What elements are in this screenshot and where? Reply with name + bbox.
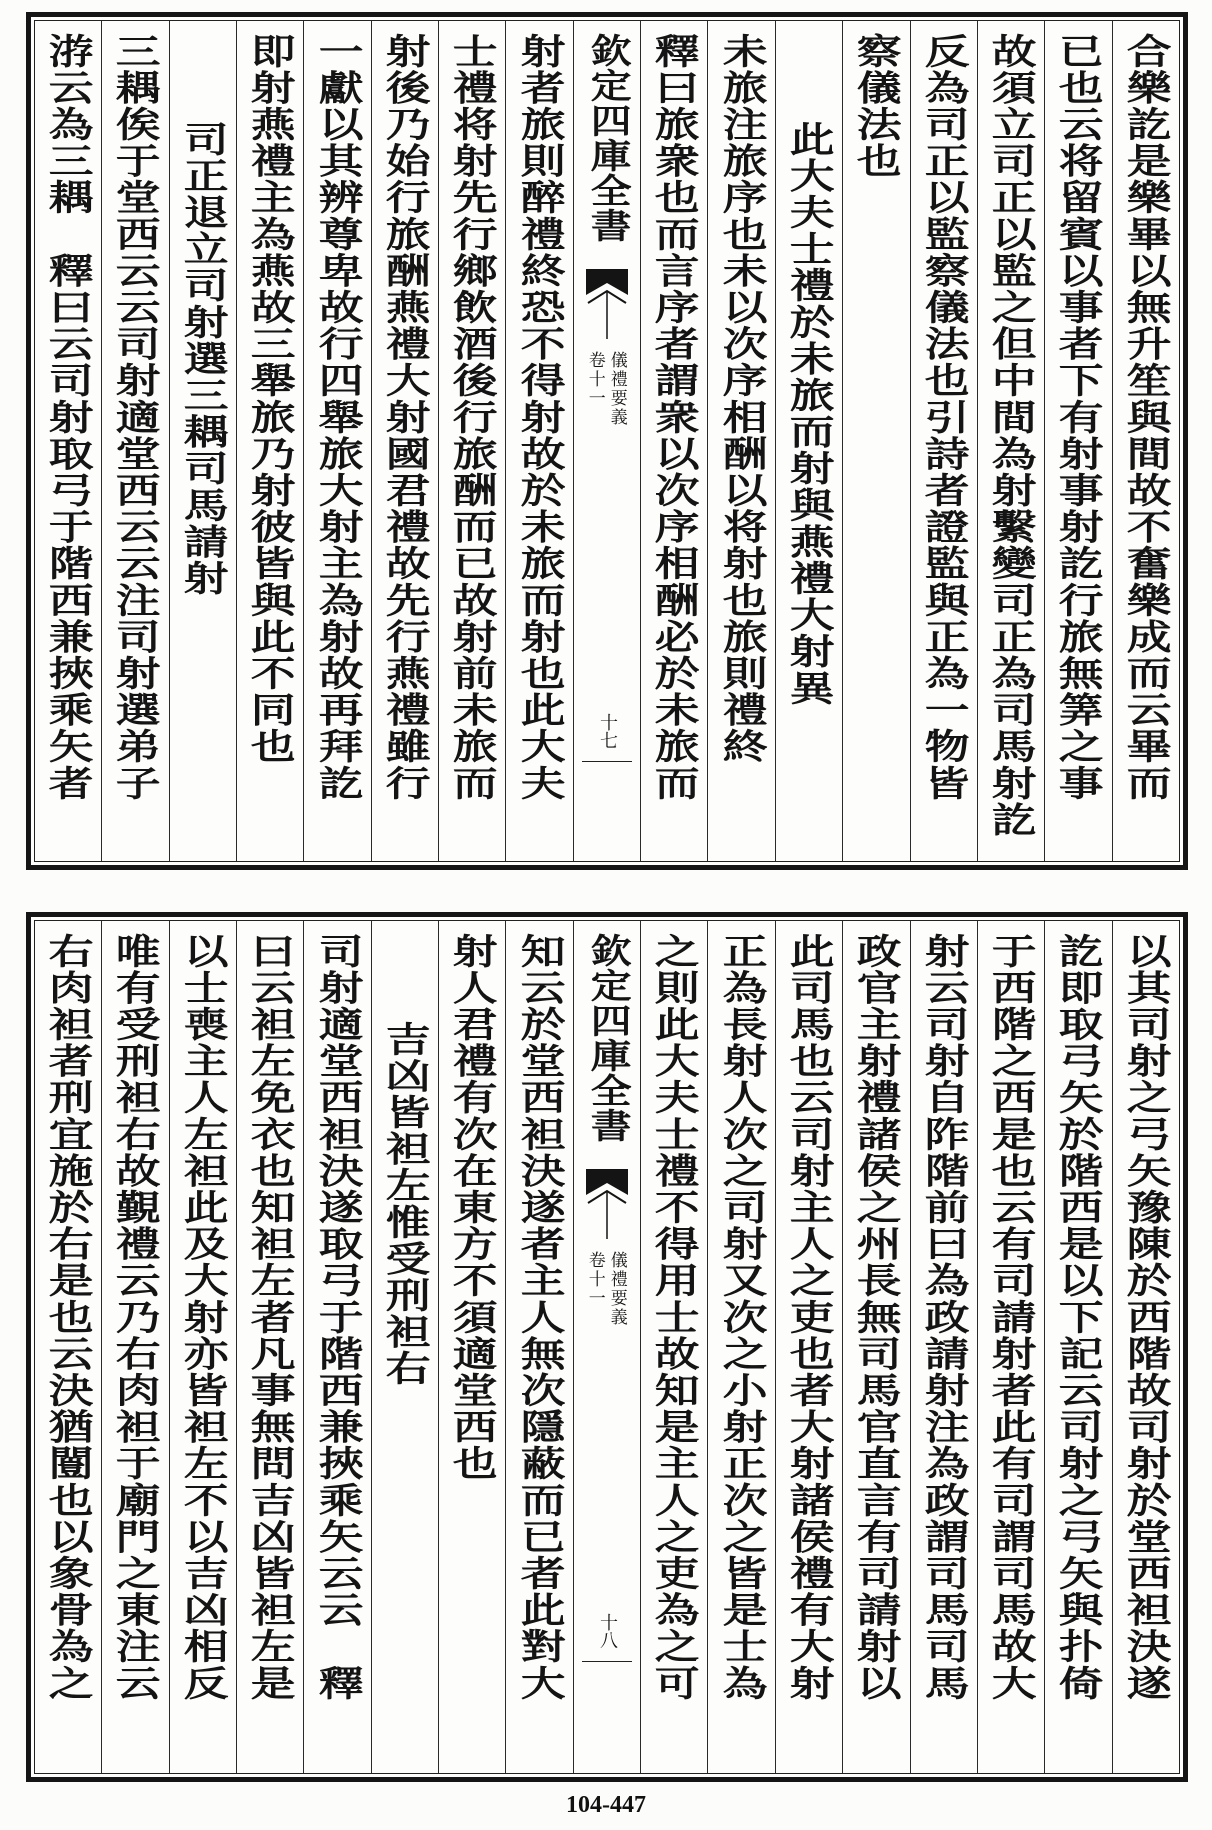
column-text: 以其司射之弓矢豫陳於西階故司射於堂西袒決遂 bbox=[1119, 933, 1173, 1702]
text-column bbox=[640, 921, 707, 1773]
text-column bbox=[35, 21, 101, 861]
column-text: 此司馬也云司射主人之吏也者大射諸侯禮有大射 bbox=[782, 933, 836, 1702]
column-text: 即射燕禮主為燕故三舉旅乃射彼皆與此不同也 bbox=[243, 33, 297, 765]
lower-leaf bbox=[26, 912, 1188, 1782]
text-column bbox=[910, 921, 977, 1773]
text-column bbox=[1112, 921, 1179, 1773]
series-title: 欽定四庫全書 bbox=[582, 33, 631, 243]
text-column bbox=[101, 921, 168, 1773]
text-column bbox=[977, 921, 1044, 1773]
column-text: 曰云袒左免衣也知袒左者凡事無問吉凶皆袒左是 bbox=[243, 933, 297, 1702]
text-column bbox=[910, 21, 977, 861]
column-text: 已也云将留賓以事者下有射事射訖行旅無筭之事 bbox=[1052, 33, 1105, 802]
column-text: 㳺云為三耦 釋曰云司射取弓于階西兼挾乘矢者 bbox=[41, 33, 95, 802]
margin-column bbox=[573, 921, 640, 1773]
column-text: 三耦俟于堂西云云司射適堂西云云注司射選弟子 bbox=[109, 33, 162, 802]
text-column bbox=[842, 21, 909, 861]
series-title: 欽定四庫全書 bbox=[582, 933, 631, 1143]
text-column bbox=[101, 21, 168, 861]
column-text: 反為司正以監察儀法也引詩者證監與正為一物皆 bbox=[917, 33, 970, 802]
margin-rule bbox=[582, 761, 632, 762]
margin-column bbox=[573, 21, 640, 861]
column-text: 唯有受刑袒右故覲禮云乃右肉袒于廟門之東注云 bbox=[109, 933, 162, 1702]
column-text: 于西階之西是也云有司請射者此有司謂司馬故大 bbox=[984, 933, 1038, 1702]
heading-column bbox=[371, 921, 438, 1773]
column-text: 知云於堂西袒決遂者主人無次隱蔽而已者此對大 bbox=[513, 933, 566, 1702]
text-column bbox=[371, 21, 438, 861]
text-column bbox=[303, 921, 370, 1773]
fish-tail-mark bbox=[584, 1169, 630, 1239]
column-text: 司射適堂西袒決遂取弓于階西兼挾乘矢云云 釋 bbox=[311, 933, 364, 1702]
upper-leaf-frame bbox=[34, 20, 1180, 862]
folio-number: 十七 bbox=[596, 713, 618, 749]
text-column bbox=[505, 921, 572, 1773]
upper-leaf bbox=[26, 12, 1188, 870]
column-text: 訖即取弓矢於階西是以下記云司射之弓矢與扑倚 bbox=[1052, 933, 1105, 1702]
column-text: 政官主射禮諸侯之州長無司馬官直言有司請射以 bbox=[850, 933, 903, 1702]
text-column bbox=[438, 21, 505, 861]
column-text: 故須立司正以監之但中間為射繫變司正為司馬射訖 bbox=[984, 33, 1038, 839]
column-text: 之則此大夫士禮不得用士故知是主人之吏為之可 bbox=[648, 933, 701, 1702]
column-text: 此大夫士禮於未旅而射與燕禮大射異 bbox=[782, 121, 836, 707]
column-text: 右肉袒者刑宜施於右是也云決猶闓也以象骨為之 bbox=[41, 933, 95, 1702]
book-title: 儀禮要義 bbox=[606, 351, 627, 427]
text-column bbox=[35, 921, 101, 1773]
text-column bbox=[707, 21, 774, 861]
text-column bbox=[505, 21, 572, 861]
column-text: 一獻以其辨尊卑故行四舉旅大射主為射故再拜訖 bbox=[311, 33, 364, 802]
column-text: 合樂訖是樂畢以無升笙與間故不奮樂成而云畢而 bbox=[1119, 33, 1173, 802]
text-column bbox=[640, 21, 707, 861]
column-text: 以士喪主人左袒此及大射亦皆袒左不以吉凶相反 bbox=[176, 933, 230, 1702]
text-column bbox=[438, 921, 505, 1773]
book-title: 儀禮要義 bbox=[606, 1251, 627, 1327]
text-column bbox=[707, 921, 774, 1773]
column-text: 釋曰旅衆也而言序者謂衆以次序相酬必於未旅而 bbox=[648, 33, 701, 802]
text-column bbox=[977, 21, 1044, 861]
text-column bbox=[1112, 21, 1179, 861]
volume-label: 卷十一 bbox=[584, 1251, 605, 1308]
column-text: 吉凶皆袒左惟受刑袒右 bbox=[378, 1021, 432, 1387]
text-column bbox=[842, 921, 909, 1773]
fish-tail-mark bbox=[584, 269, 630, 339]
lower-leaf-frame bbox=[34, 920, 1180, 1774]
column-text: 司正退立司射選三耦司馬請射 bbox=[176, 121, 230, 597]
text-column bbox=[1044, 921, 1111, 1773]
text-column bbox=[303, 21, 370, 861]
heading-column bbox=[775, 21, 842, 861]
column-text: 察儀法也 bbox=[850, 33, 903, 180]
text-column bbox=[1044, 21, 1111, 861]
page-number: 104-447 bbox=[566, 1792, 646, 1818]
column-text: 未旅注旅序也未以次序相酬以将射也旅則禮終 bbox=[715, 33, 768, 765]
column-text: 射者旅則醉禮終恐不得射故於未旅而射也此大夫 bbox=[513, 33, 566, 802]
margin-rule bbox=[582, 1661, 632, 1662]
column-text: 射云司射自阼階前曰為政請射注為政謂司馬司馬 bbox=[917, 933, 970, 1702]
column-text: 正為長射人次之司射又次之小射正次之皆是士為 bbox=[715, 933, 768, 1702]
column-text: 士禮将射先行鄉飲酒後行旅酬而已故射前未旅而 bbox=[445, 33, 499, 802]
text-column bbox=[236, 21, 303, 861]
folio-number: 十八 bbox=[596, 1613, 618, 1649]
volume-label: 卷十一 bbox=[584, 351, 605, 408]
column-text: 射人君禮有次在東方不須適堂西也 bbox=[445, 933, 499, 1482]
column-text: 射後乃始行旅酬燕禮大射國君禮故先行燕禮雖行 bbox=[378, 33, 432, 802]
text-column bbox=[775, 921, 842, 1773]
text-column bbox=[236, 921, 303, 1773]
text-column bbox=[169, 921, 236, 1773]
heading-column bbox=[169, 21, 236, 861]
